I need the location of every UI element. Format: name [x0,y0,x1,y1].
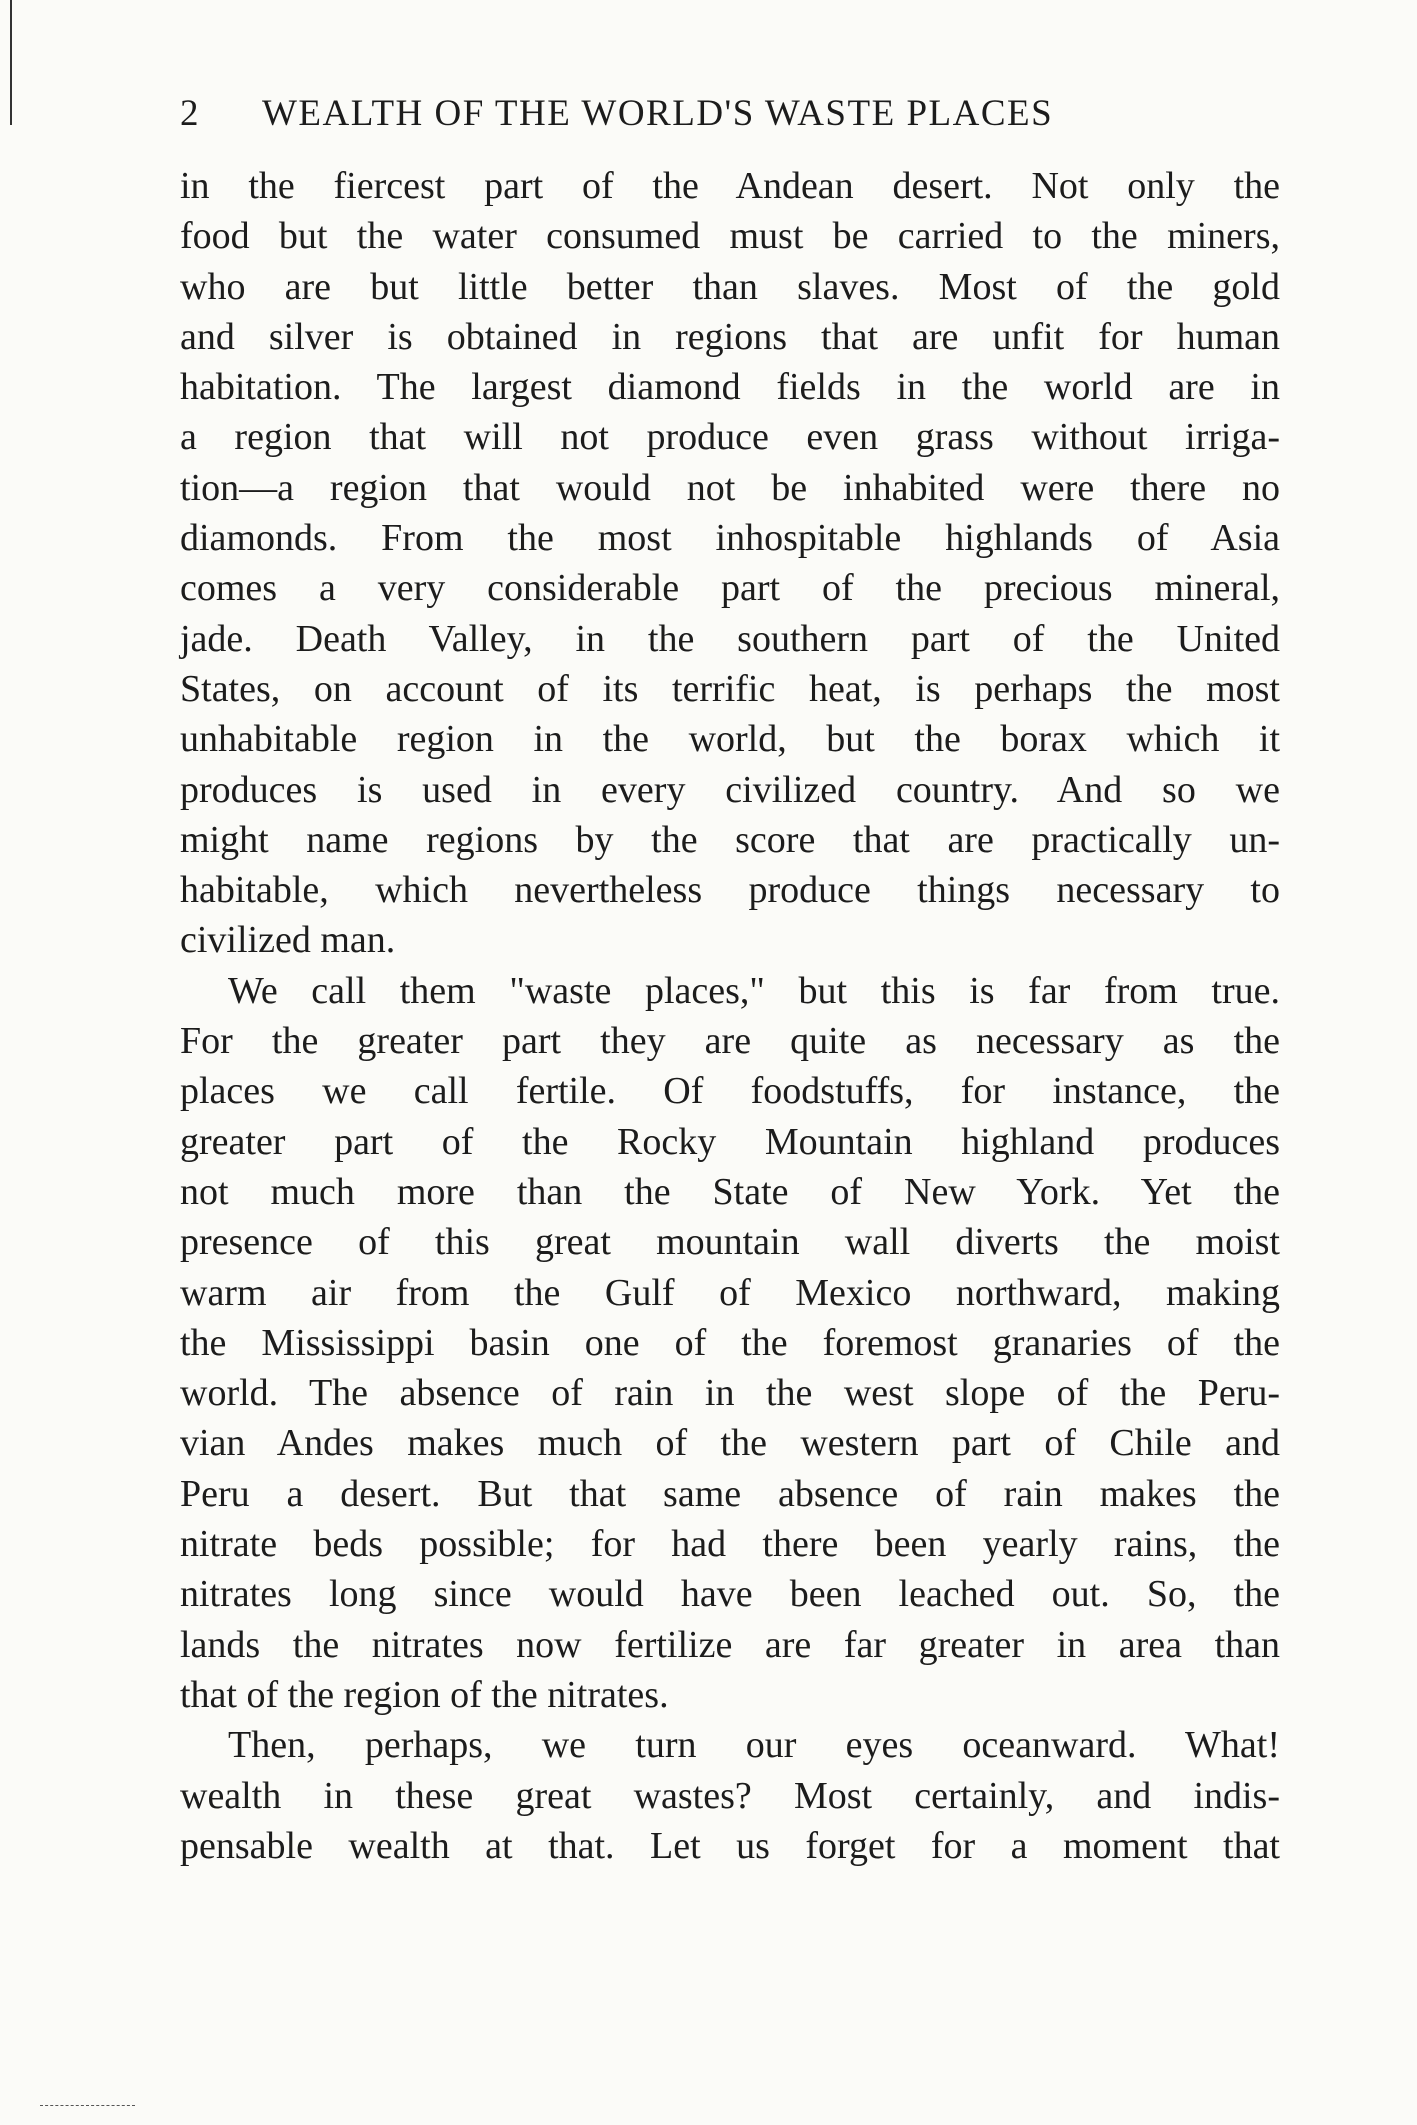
text-line: comes a very considerable part of the precious mineral, [180,567,1280,610]
text-line: Peru a desert. But that same absence of rain makes the [180,1472,1280,1515]
text-line: diamonds. From the most inhospitable highlands of Asia [180,517,1280,560]
text-line: warm air from the Gulf of Mexico northward, making [180,1271,1280,1314]
body-text [180,161,1280,1871]
text-line: pensable wealth at that. Let us forget for a moment that [180,1824,1280,1867]
text-line: States, on account of its terrific heat, is perhaps the most [180,667,1280,710]
footer-mark [40,2105,135,2106]
text-line: nitrates long since would have been leached out. So, the [180,1573,1280,1616]
text-line: food but the water consumed must be carried to the miners, [180,215,1280,258]
text-line: and silver is obtained in regions that are unfit for human [180,315,1280,358]
text-line: For the greater part they are quite as necessary as the [180,1020,1280,1063]
text-line: produces is used in every civilized country. And so we [180,768,1280,811]
text-line: unhabitable region in the world, but the borax which it [180,718,1280,761]
text-line: civilized man. [180,919,396,962]
text-line: places we call fertile. Of foodstuffs, for instance, the [180,1070,1280,1113]
text-line: tion—a region that would not be inhabited were there no [180,466,1280,509]
text-line: in the fiercest part of the Andean desert. Not only the [180,165,1280,207]
text-line: lands the nitrates now fertilize are far greater in area than [180,1623,1280,1666]
text-line: a region that will not produce even grass without irriga- [180,416,1280,459]
text-line: that of the region of the nitrates. [180,1673,669,1716]
text-line: might name regions by the score that are practically un- [180,818,1280,861]
text-line: habitation. The largest diamond fields in the world are in [180,366,1280,409]
text-line: world. The absence of rain in the west slope of the Peru- [180,1372,1280,1415]
text-line: habitable, which nevertheless produce things necessary to [180,869,1280,912]
page-header [180,84,1280,144]
text-line: not much more than the State of New York. Yet the [180,1170,1280,1213]
text-line: jade. Death Valley, in the southern part of the United [180,617,1280,660]
page-number: 2 [180,93,200,134]
text-line: greater part of the Rocky Mountain highland produces [180,1120,1280,1163]
text-line: nitrate beds possible; for had there been yearly rains, the [180,1523,1280,1566]
text-line: vian Andes makes much of the western part of Chile and [180,1422,1280,1465]
text-line: who are but little better than slaves. Most of the gold [180,265,1280,308]
text-line: Then, perhaps, we turn our eyes oceanward. What! [228,1724,1280,1767]
text-line: wealth in these great wastes? Most certainly, and indis- [180,1774,1280,1817]
text-line: the Mississippi basin one of the foremost granaries of the [180,1321,1280,1364]
running-title: WEALTH OF THE WORLD'S WASTE PLACES [262,93,1054,134]
scan-edge-line [10,0,12,125]
text-line: presence of this great mountain wall diverts the moist [180,1221,1280,1264]
text-line: We call them "waste places," but this is far from true. [228,969,1280,1012]
